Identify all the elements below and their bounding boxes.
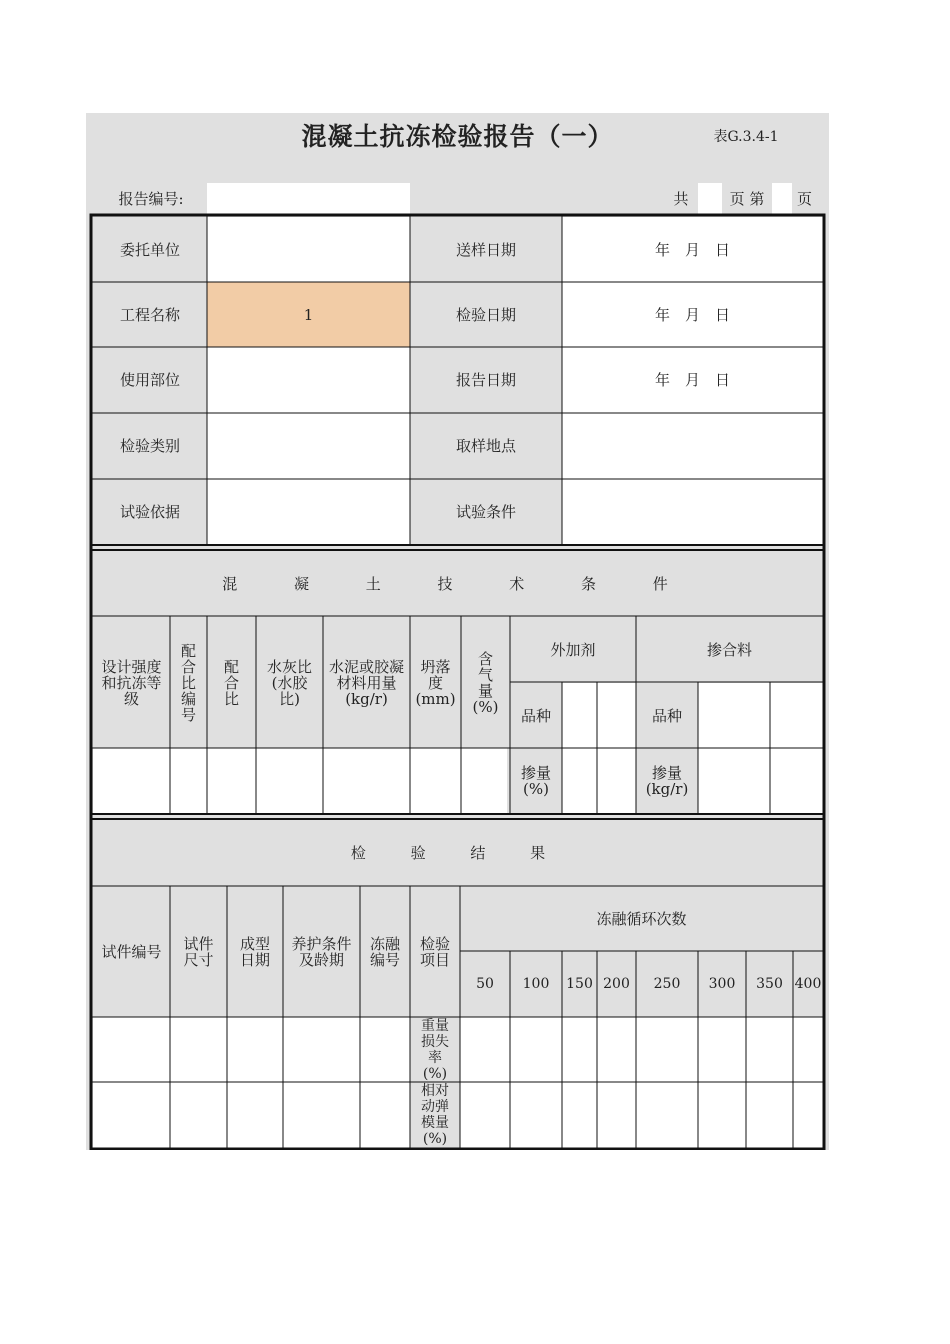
info-value-project: 1: [303, 305, 314, 324]
col-freeze-no: 冻融编号: [369, 934, 400, 969]
cycle-100: 100: [522, 976, 550, 992]
col-air-content: 含气量(%): [472, 649, 499, 716]
col-cement-amount: 水泥或胶凝材料用量(kg/r): [328, 657, 404, 708]
mineral-variety-label: 品种: [651, 706, 682, 725]
cycles-title: 冻融循环次数: [596, 909, 687, 928]
results-section-title: 检 验 结 果: [350, 844, 566, 862]
info-label-conditions: 试验条件: [455, 503, 516, 521]
col-slump: 坍落度(mm): [415, 657, 456, 708]
pages-end-label: 页: [796, 190, 812, 208]
info-value-report-date[interactable]: 年 月 日: [654, 371, 730, 389]
col-mix-no: 配合比编号: [180, 641, 196, 724]
report-no-label: 报告编号:: [118, 190, 184, 208]
col-admixture: 外加剂: [550, 641, 596, 659]
col-mineral: 掺合料: [706, 641, 752, 659]
table-grid: [86, 113, 829, 1150]
report-sheet: [86, 113, 829, 1150]
info-label-test-date: 检验日期: [455, 305, 516, 324]
admixture-variety-label: 品种: [520, 706, 551, 725]
info-label-sample-date: 送样日期: [455, 240, 516, 259]
cycle-250: 250: [653, 976, 681, 992]
cycle-200: 200: [603, 976, 630, 992]
info-label-type: 检验类别: [119, 437, 180, 455]
info-label-sample-place: 取样地点: [455, 437, 516, 455]
info-label-project: 工程名称: [119, 305, 180, 324]
pages-total-label: 共: [673, 190, 689, 208]
item-relative-modulus: 相对动弹模量(%): [421, 1083, 449, 1147]
mineral-dosage-label: 掺量(kg/r): [645, 764, 689, 798]
col-curing: 养护条件及龄期: [291, 934, 352, 969]
col-molding-date: 成型日期: [239, 934, 270, 969]
cycle-400: 400: [794, 976, 822, 992]
info-label-part: 使用部位: [119, 371, 180, 389]
col-design-strength: 设计强度和抗冻等级: [101, 657, 162, 708]
cycle-350: 350: [756, 976, 783, 992]
col-specimen-no: 试件编号: [101, 942, 162, 961]
cycle-50: 50: [476, 976, 494, 992]
tech-section-title: 混 凝 土 技 术 条 件: [222, 574, 694, 593]
cycle-150: 150: [566, 976, 593, 992]
col-mix-ratio: 配合比: [223, 657, 239, 708]
col-specimen-size: 试件尺寸: [183, 934, 214, 969]
col-test-item: 检验项目: [419, 934, 450, 969]
info-label-report-date: 报告日期: [455, 371, 516, 389]
form-code: 表G.3.4-1: [713, 129, 779, 145]
admixture-dosage-label: 掺量(%): [520, 764, 551, 798]
info-value-sample-date[interactable]: 年 月 日: [654, 240, 730, 259]
info-label-basis: 试验依据: [119, 503, 180, 521]
item-mass-loss: 重量损失率(%): [421, 1017, 449, 1082]
pages-mid-label: 页 第: [729, 190, 765, 208]
cycle-300: 300: [708, 976, 736, 992]
report-title: 混凝土抗冻检验报告（一）: [301, 122, 614, 151]
info-value-test-date[interactable]: 年 月 日: [654, 305, 730, 324]
col-water-cement: 水灰比(水胶比): [266, 657, 312, 708]
info-label-client: 委托单位: [119, 240, 180, 259]
